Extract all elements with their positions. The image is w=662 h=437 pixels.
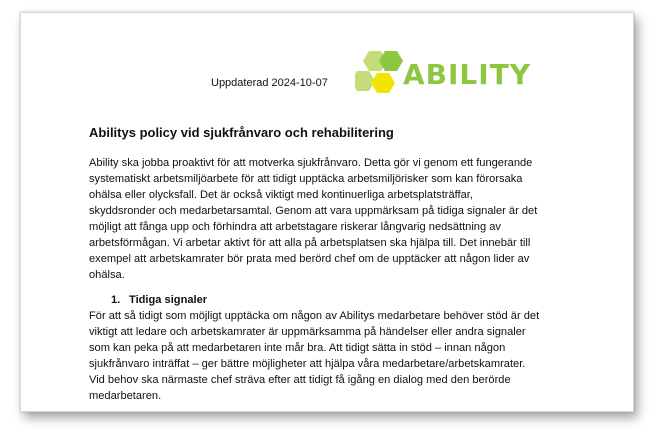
paragraph-line: Vid behov ska närmaste chef sträva efter att tidigt få igång en dialog med den berörde: [89, 374, 511, 386]
paragraph-line: systematiskt arbetsmiljöarbete för att tidigt upptäcka arbetsmiljörisker som kan förorsaka: [89, 173, 523, 185]
paragraph-line: viktigt att ledare och arbetskamrater är uppmärksamma på händelser eller andra signaler: [89, 326, 526, 338]
document-title: Abilitys policy vid sjukfrånvaro och rehabilitering: [89, 125, 394, 140]
paragraph-line: skyddsronder och medarbetarsamtal. Genom att vara uppmärksam på tidiga signaler är det: [89, 205, 538, 217]
section-paragraph: [89, 308, 569, 404]
document-page: [20, 12, 634, 412]
intro-paragraph: [89, 155, 569, 283]
section-title: Tidiga signaler: [129, 294, 208, 306]
updated-date: Uppdaterad 2024-10-07: [211, 77, 328, 89]
ability-logo: [355, 49, 555, 101]
paragraph-line: För att så tidigt som möjligt upptäcka om någon av Abilitys medarbetare behöver stöd är det: [89, 310, 540, 322]
document-body: [89, 125, 569, 404]
paragraph-line: arbetsförmågan. Vi arbetar aktivt för att alla på arbetsplatsen ska hjälpa till. Det innebär till: [89, 237, 531, 249]
paragraph-line: ohälsa eller olycksfall. Det är också viktigt med kontinuerliga arbetsplatsträffar,: [89, 189, 473, 201]
section-heading: [89, 292, 569, 308]
paragraph-line: Ability ska jobba proaktivt för att motverka sjukfrånvaro. Detta gör vi genom ett fungerande: [89, 157, 533, 169]
section-number: 1.: [111, 294, 121, 306]
paragraph-line: ohälsa.: [89, 269, 125, 281]
paragraph-line: sjukfrånvaro inträffat – ger bättre möjligheter att hjälpa våra medarbetare/arbetskamrater.: [89, 358, 526, 370]
paragraph-line: exempel att arbetskamrater bör prata med berörd chef om de upptäcker att någon lider av: [89, 253, 530, 265]
paragraph-line: möjligt att fånga upp och förhindra att arbetstagare riskerar långvarig nedsättning av: [89, 221, 501, 233]
paragraph-line: medarbetaren.: [89, 390, 162, 402]
logo-wordmark: ABILITY: [403, 58, 532, 91]
paragraph-line: som kan peka på att medarbetaren inte mår bra. Att tidigt sätta in stöd – innan någon: [89, 342, 506, 354]
